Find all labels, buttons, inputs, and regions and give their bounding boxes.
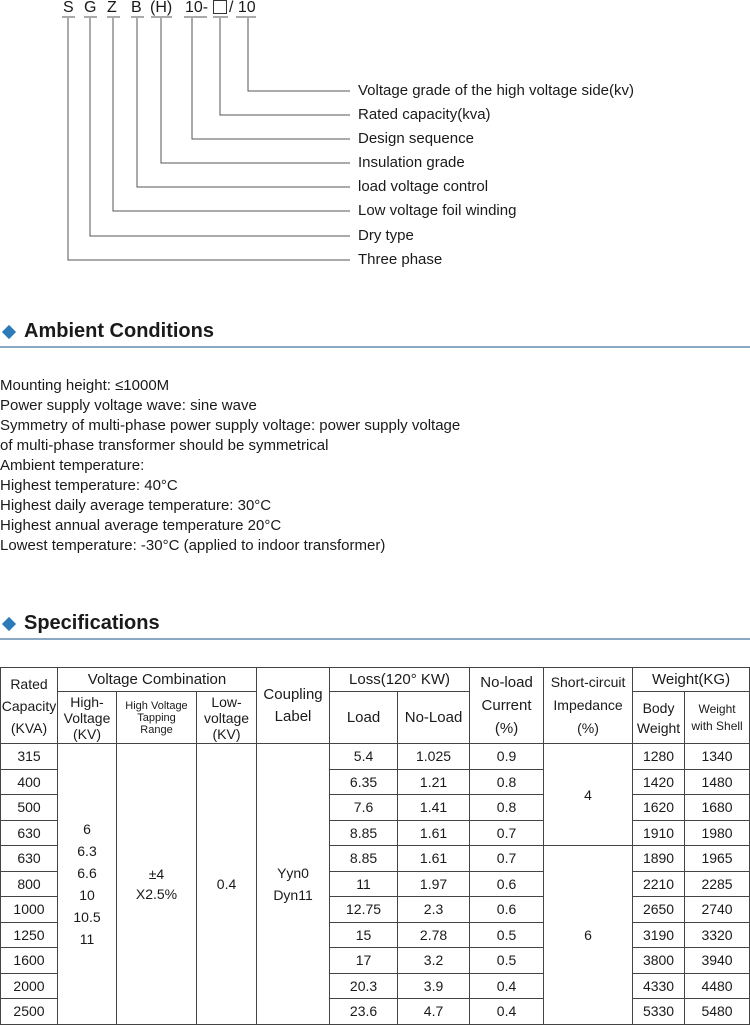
cell-capacity: 2500 <box>1 999 58 1025</box>
header-short-circuit-impedance: Short-circuit Impedance (%) <box>544 668 633 744</box>
cell-capacity: 630 <box>1 820 58 846</box>
ambient-line: Power supply voltage wave: sine wave <box>0 397 257 414</box>
cell-load-loss: 7.6 <box>330 795 398 821</box>
ambient-section-header <box>0 318 750 348</box>
header-body-weight: Body Weight <box>633 692 685 744</box>
cell-weight-with-shell: 3940 <box>685 948 750 974</box>
code-char-h: (H) <box>150 0 173 16</box>
cell-body-weight: 4330 <box>633 973 685 999</box>
cell-no-load-current: 0.9 <box>470 744 544 770</box>
cell-body-weight: 1280 <box>633 744 685 770</box>
cell-no-load-loss: 1.21 <box>398 769 470 795</box>
cell-coupling-merged: Yyn0 Dyn11 <box>257 744 330 1025</box>
cell-no-load-loss: 4.7 <box>398 999 470 1025</box>
cell-capacity: 1600 <box>1 948 58 974</box>
cell-weight-with-shell: 1340 <box>685 744 750 770</box>
cell-no-load-current: 0.6 <box>470 871 544 897</box>
ambient-line: Ambient temperature: <box>0 457 145 474</box>
capacity-placeholder-box-icon <box>213 0 227 14</box>
header-no-load: No-Load <box>398 692 470 744</box>
cell-capacity: 400 <box>1 769 58 795</box>
cell-weight-with-shell: 2285 <box>685 871 750 897</box>
specs-title: Specifications <box>24 612 160 634</box>
code-char-10: 10- <box>185 0 209 16</box>
desc-rated-capacity: Rated capacity(kva) <box>358 106 491 123</box>
cell-tapping-range-merged: ±4 X2.5% <box>117 744 197 1025</box>
cell-no-load-current: 0.7 <box>470 820 544 846</box>
section-divider <box>0 346 750 348</box>
cell-no-load-loss: 3.2 <box>398 948 470 974</box>
cell-no-load-current: 0.5 <box>470 948 544 974</box>
ambient-line: Lowest temperature: -30°C (applied to indoor transformer) <box>0 537 386 554</box>
header-coupling-label: Coupling Label <box>257 668 330 744</box>
desc-voltage-grade: Voltage grade of the high voltage side(kv) <box>358 82 635 99</box>
cell-capacity: 500 <box>1 795 58 821</box>
cell-weight-with-shell: 1965 <box>685 846 750 872</box>
cell-capacity: 800 <box>1 871 58 897</box>
diamond-bullet-icon <box>2 617 16 631</box>
ambient-line: of multi-phase transformer should be symmetrical <box>0 437 329 454</box>
code-char-g: G <box>84 0 97 16</box>
cell-body-weight: 1890 <box>633 846 685 872</box>
cell-weight-with-shell: 1680 <box>685 795 750 821</box>
table-row <box>1 744 750 770</box>
cell-body-weight: 1620 <box>633 795 685 821</box>
cell-load-loss: 20.3 <box>330 973 398 999</box>
cell-weight-with-shell: 3320 <box>685 922 750 948</box>
ambient-conditions-list <box>0 376 460 556</box>
cell-high-voltage-merged: 6 6.3 6.6 10 10.5 11 <box>58 744 117 1025</box>
header-weight: Weight(KG) <box>633 668 750 692</box>
header-voltage-combination: Voltage Combination <box>58 668 257 692</box>
cell-body-weight: 1910 <box>633 820 685 846</box>
cell-body-weight: 2210 <box>633 871 685 897</box>
cell-weight-with-shell: 4480 <box>685 973 750 999</box>
cell-capacity: 315 <box>1 744 58 770</box>
specifications-table <box>0 667 750 1025</box>
ambient-line: Highest temperature: 40°C <box>0 477 178 494</box>
cell-load-loss: 23.6 <box>330 999 398 1025</box>
code-char-z: Z <box>107 0 117 16</box>
cell-no-load-loss: 1.97 <box>398 871 470 897</box>
cell-load-loss: 8.85 <box>330 820 398 846</box>
cell-load-loss: 5.4 <box>330 744 398 770</box>
cell-load-loss: 17 <box>330 948 398 974</box>
cell-impedance-group-2: 6 <box>544 846 633 1025</box>
cell-load-loss: 8.85 <box>330 846 398 872</box>
cell-no-load-loss: 3.9 <box>398 973 470 999</box>
cell-no-load-loss: 1.41 <box>398 795 470 821</box>
cell-no-load-current: 0.8 <box>470 795 544 821</box>
cell-weight-with-shell: 1480 <box>685 769 750 795</box>
desc-three-phase: Three phase <box>358 251 443 268</box>
header-loss: Loss(120° KW) <box>330 668 470 692</box>
cell-no-load-current: 0.6 <box>470 897 544 923</box>
cell-load-loss: 6.35 <box>330 769 398 795</box>
cell-body-weight: 3190 <box>633 922 685 948</box>
cell-capacity: 1000 <box>1 897 58 923</box>
cell-weight-with-shell: 5480 <box>685 999 750 1025</box>
cell-no-load-loss: 2.3 <box>398 897 470 923</box>
ambient-line: Highest annual average temperature 20°C <box>0 517 282 534</box>
desc-load-voltage-control: load voltage control <box>358 178 489 195</box>
cell-capacity: 1250 <box>1 922 58 948</box>
desc-low-voltage-foil: Low voltage foil winding <box>358 202 517 219</box>
header-high-voltage: High- Voltage (KV) <box>58 692 117 744</box>
specs-section-header <box>0 610 750 640</box>
header-load: Load <box>330 692 398 744</box>
cell-low-voltage-merged: 0.4 <box>197 744 257 1025</box>
section-divider <box>0 638 750 640</box>
ambient-line: Highest daily average temperature: 30°C <box>0 497 272 514</box>
ambient-title: Ambient Conditions <box>24 320 214 342</box>
cell-no-load-current: 0.4 <box>470 999 544 1025</box>
ambient-line: Mounting height: ≤1000M <box>0 377 170 394</box>
header-rated-capacity: Rated Capacity (KVA) <box>1 668 58 744</box>
cell-no-load-loss: 2.78 <box>398 922 470 948</box>
desc-design-sequence: Design sequence <box>358 130 474 147</box>
model-code-diagram <box>0 0 750 280</box>
cell-body-weight: 3800 <box>633 948 685 974</box>
header-no-load-current: No-load Current (%) <box>470 668 544 744</box>
cell-no-load-current: 0.8 <box>470 769 544 795</box>
cell-weight-with-shell: 1980 <box>685 820 750 846</box>
code-char-slash-10: / 10 <box>229 0 256 16</box>
cell-body-weight: 2650 <box>633 897 685 923</box>
header-low-voltage: Low- voltage (KV) <box>197 692 257 744</box>
cell-load-loss: 15 <box>330 922 398 948</box>
header-tapping-range: High Voltage Tapping Range <box>117 692 197 744</box>
cell-no-load-loss: 1.61 <box>398 846 470 872</box>
cell-no-load-current: 0.5 <box>470 922 544 948</box>
cell-no-load-loss: 1.61 <box>398 820 470 846</box>
desc-insulation-grade: Insulation grade <box>358 154 465 171</box>
code-char-b: B <box>131 0 142 16</box>
desc-dry-type: Dry type <box>358 227 414 244</box>
cell-load-loss: 12.75 <box>330 897 398 923</box>
diamond-bullet-icon <box>2 325 16 339</box>
cell-no-load-current: 0.4 <box>470 973 544 999</box>
cell-body-weight: 5330 <box>633 999 685 1025</box>
cell-load-loss: 11 <box>330 871 398 897</box>
cell-impedance-group-1: 4 <box>544 744 633 846</box>
code-char-s: S <box>63 0 74 16</box>
cell-capacity: 2000 <box>1 973 58 999</box>
cell-no-load-current: 0.7 <box>470 846 544 872</box>
header-weight-with-shell: Weight with Shell <box>685 692 750 744</box>
cell-weight-with-shell: 2740 <box>685 897 750 923</box>
cell-no-load-loss: 1.025 <box>398 744 470 770</box>
cell-capacity: 630 <box>1 846 58 872</box>
ambient-line: Symmetry of multi-phase power supply voltage: power supply voltage <box>0 417 461 434</box>
cell-body-weight: 1420 <box>633 769 685 795</box>
